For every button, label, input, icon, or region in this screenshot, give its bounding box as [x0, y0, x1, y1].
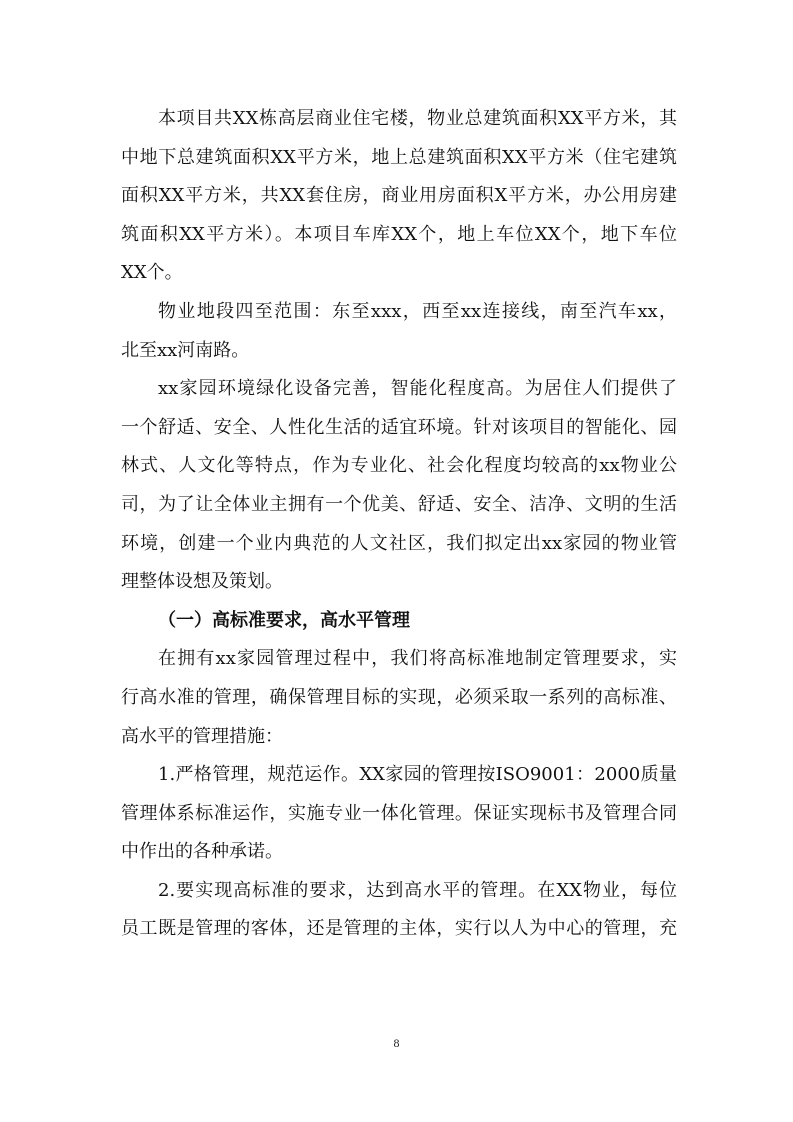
paragraph-site-boundaries: [121, 293, 677, 370]
text-line: 一个舒适、安全、人性化生活的适宜环境。针对该项目的智能化、园: [121, 416, 677, 438]
paragraph-project-overview: [121, 100, 677, 293]
text-line: 林式、人文化等特点，作为专业化、社会化程度均较高的xx物业公: [121, 455, 677, 477]
text-line: XX个。: [121, 262, 183, 284]
heading-text: （一）高标准要求，高水平管理: [158, 609, 410, 631]
text-line: 物业地段四至范围：东至xxx，西至xx连接线，南至汽车xx，: [158, 300, 677, 322]
text-line: xx家园环境绿化设备完善，智能化程度高。为居住人们提供了: [158, 378, 677, 400]
text-line: 员工既是管理的客体，还是管理的主体，实行以人为中心的管理，充: [121, 918, 677, 940]
text-line: 高水平的管理措施：: [121, 725, 283, 747]
text-line: 筑面积XX平方米）。本项目车库XX个，地上车位XX个，地下车位: [121, 223, 677, 245]
text-line: 司，为了让全体业主拥有一个优美、舒适、安全、洁净、文明的生活: [121, 493, 677, 515]
text-line: 1.严格管理，规范运作。XX家园的管理按ISO9001：2000质量: [158, 764, 677, 786]
paragraph-environment: [121, 370, 677, 602]
section-heading: [121, 602, 677, 641]
paragraph-item-2: [121, 872, 677, 949]
text-line: 管理体系标准运作，实施专业一体化管理。保证实现标书及管理合同: [121, 802, 677, 824]
text-line: 环境，创建一个业内典范的人文社区，我们拟定出xx家园的物业管: [121, 532, 677, 554]
text-line: 本项目共XX栋高层商业住宅楼，物业总建筑面积XX平方米，其: [158, 108, 677, 129]
text-line: 2.要实现高标准的要求，达到高水平的管理。在XX物业，每位: [158, 879, 677, 901]
text-line: 中地下总建筑面积XX平方米，地上总建筑面积XX平方米（住宅建筑: [121, 146, 677, 168]
text-line: 北至xx河南路。: [121, 339, 250, 361]
paragraph-item-1: [121, 756, 677, 872]
text-line: 中作出的各种承诺。: [121, 841, 283, 863]
page-body: [121, 100, 677, 949]
text-line: 在拥有xx家园管理过程中，我们将高标准地制定管理要求，实: [158, 648, 677, 670]
text-line: 理整体设想及策划。: [121, 571, 283, 593]
text-line: 行高水准的管理，确保管理目标的实现，必须采取一系列的高标准、: [121, 686, 677, 708]
text-line: 面积XX平方米，共XX套住房，商业用房面积X平方米，办公用房建: [121, 185, 677, 207]
page-number: 8: [393, 1036, 400, 1050]
paragraph-management-intro: [121, 640, 677, 756]
